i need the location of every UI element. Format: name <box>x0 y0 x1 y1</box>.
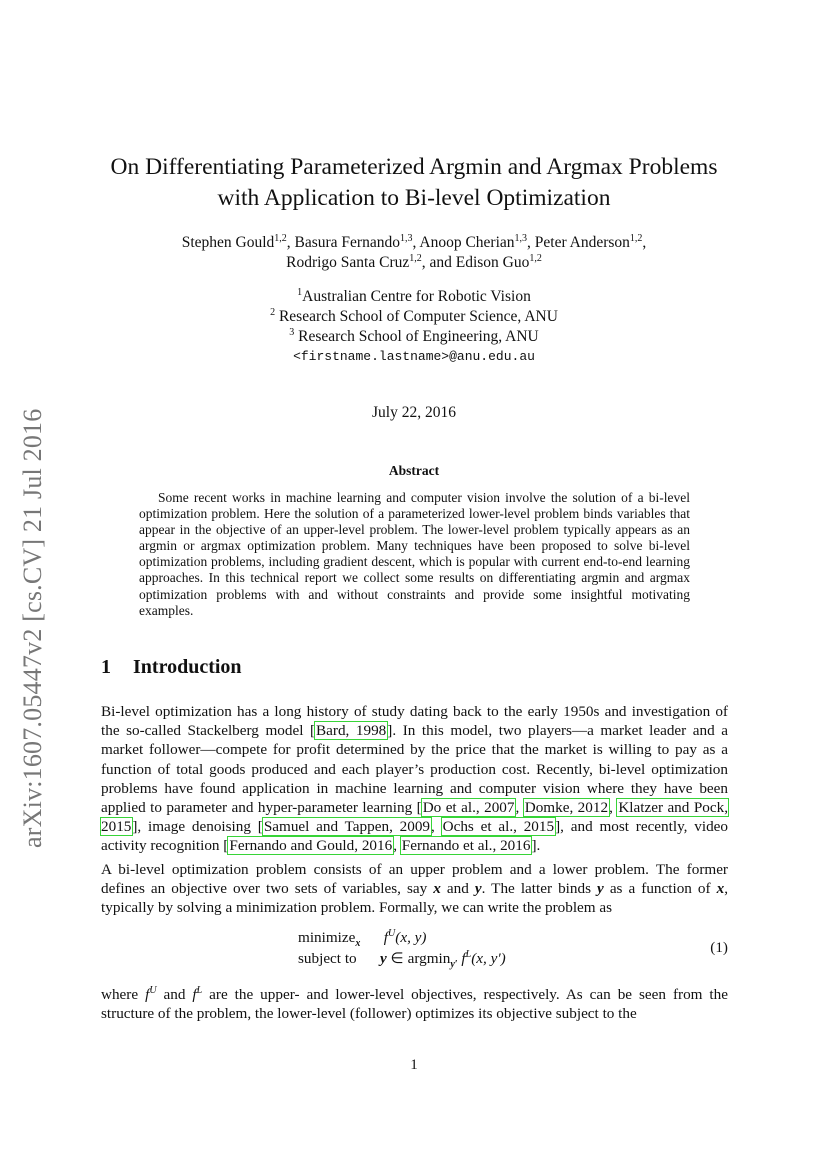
math-variable: x <box>716 880 725 898</box>
equation-superscript: U <box>388 927 396 939</box>
paper-title <box>96 152 732 214</box>
text-run: where <box>101 986 146 1003</box>
text-run: and <box>156 986 193 1003</box>
math-superscript: U <box>149 984 157 996</box>
text-run: . The latter binds <box>481 880 598 898</box>
title-line-1: On Differentiating Parameterized Argmin and Argmax Problems <box>110 154 718 180</box>
text-run: , <box>609 799 618 817</box>
math-variable: f <box>145 986 150 1003</box>
page-number: 1 <box>410 1057 418 1073</box>
math-variable: y <box>474 880 482 898</box>
citation-link[interactable]: Samuel and Tappen, 2009 <box>263 818 431 836</box>
text-run: , typically by solving a minimization problem. Formally, we can write the problem as <box>101 880 729 917</box>
author-line-2: Rodrigo Santa Cruz$^{1,2}$, and Edison Guo$^{1,2}$ <box>286 252 542 271</box>
abstract-text: Some recent works in machine learning and computer vision involve the solution of a bi-level optimization problem. Here the solution of a parameterized lower-level problem binds variables that appear in the objective of an upper-level problem. The lower-level problem typically appears as an argmin or argmax optimization problem. Many techniques have been proposed to solve bi-level optimization problems, including gradient descent, which is popular with current end-to-end learning approaches. In this technical report we collect some results on differentiating argmin and argmax optimization problems with and without constraints and provide some insightful motivating examples. <box>139 490 690 618</box>
author-list <box>96 233 732 273</box>
equation-function: f <box>457 950 466 967</box>
author-affil-marker: 1,2 <box>529 252 542 264</box>
equation-operator: ∈ argmin <box>386 950 451 967</box>
affiliation-line <box>96 307 732 327</box>
text-run: ], and most recently, video activity recognition [ <box>101 818 729 855</box>
equation-arguments: (x, y) <box>395 929 427 946</box>
author-affil-marker: 1,3 <box>514 232 528 244</box>
affil-marker: 3 <box>289 326 295 338</box>
author-name: Edison Guo <box>455 254 530 271</box>
author-line-1: Stephen Gould$^{1,2}$, Basura Fernando$^{1,3}$, Anoop Cherian$^{1,3}$, Peter Anderson$^{1,2}$, <box>181 232 647 251</box>
author-affil-marker: 1,2 <box>629 232 643 244</box>
text-run: , <box>515 799 524 817</box>
equation-row-objective <box>298 927 427 950</box>
math-variable: y <box>597 880 604 898</box>
title-line-2: with Application to Bi-level Optimization <box>217 185 611 211</box>
citation-link[interactable]: Klatzer and Pock, 2015 <box>101 799 728 836</box>
text-run: ]. <box>531 837 541 855</box>
equation-row-constraint <box>298 948 506 971</box>
affiliation-name: Research School of Engineering, ANU <box>298 328 539 345</box>
equation-arguments: (x, y′) <box>471 950 506 967</box>
section-title: Introduction <box>133 656 242 678</box>
text-run: Bi-level optimization has a long history of study dating back to the early 1950s and investigation of the so-called Stackelberg model [ <box>101 703 728 740</box>
citation-link[interactable]: Do et al., 2007 <box>422 799 515 817</box>
author-affil-marker: 1,2 <box>274 232 287 244</box>
author-affil-marker: 1,3 <box>399 232 413 244</box>
text-run: ], image denoising [ <box>132 818 263 836</box>
author-email: <firstname.lastname>@anu.edu.au <box>293 349 535 364</box>
equation-operator: subject to <box>298 950 357 967</box>
text-run: A bi-level optimization problem consists of an upper problem and a lower problem. The former defines an objective over two sets of variables, say <box>101 861 728 898</box>
intro-paragraph-1 <box>101 702 728 856</box>
arxiv-identifier[interactable]: arXiv:1607.05447v2 [cs.CV] 21 Jul 2016 <box>18 408 47 848</box>
equation-subscript: y′ <box>450 959 458 971</box>
math-superscript: L <box>196 984 203 996</box>
text-run: , <box>431 818 442 836</box>
author-name: Basura Fernando <box>294 234 400 251</box>
text-run: ]. In this model, two players—a market leader and a market follower—compete for profit determined by the price that the market is willing to pay as a function of total goods produced and each player’s production cost. Recently, bi-level optimization problems have found application in machine learning and computer vision where they have been applied to parameter and hyper-parameter learning [ <box>101 722 728 817</box>
affiliation-name: Australian Centre for Robotic Vision <box>302 288 531 305</box>
affiliation-name: Research School of Computer Science, ANU <box>278 308 558 325</box>
citation-link[interactable]: Domke, 2012 <box>524 799 609 817</box>
equation-1 <box>296 929 728 973</box>
text-run: , <box>393 837 401 855</box>
citation-link[interactable]: Fernando et al., 2016 <box>401 837 531 855</box>
intro-paragraph-2 <box>101 860 728 918</box>
text-run: and <box>440 880 475 898</box>
math-variable: x <box>433 880 441 898</box>
affiliation-line <box>96 287 732 307</box>
equation-operator: minimize <box>298 929 356 946</box>
intro-paragraph-3 <box>101 985 728 1023</box>
author-name: Anoop Cherian <box>419 234 515 251</box>
equation-function: f <box>383 929 389 946</box>
affiliation-line <box>96 327 732 347</box>
author-name: Rodrigo Santa Cruz <box>286 254 410 271</box>
section-heading <box>101 656 242 679</box>
citation-link[interactable]: Fernando and Gould, 2016 <box>229 837 393 855</box>
author-name: Peter Anderson <box>534 234 630 251</box>
equation-subscript: x <box>355 938 361 950</box>
equation-variable: y <box>380 950 387 967</box>
affil-marker: 1 <box>297 286 303 298</box>
section-number: 1 <box>101 656 111 678</box>
text-run: are the upper- and lower-level objectives, respectively. As can be seen from the structure of the problem, the lower-level (follower) optimizes its objective subject to the <box>101 986 728 1023</box>
author-name: Stephen Gould <box>181 234 275 251</box>
text-run: as a function of <box>603 880 717 898</box>
equation-number: (1) <box>710 939 728 956</box>
math-variable: f <box>192 986 197 1003</box>
affiliations <box>96 287 732 367</box>
paper-date: July 22, 2016 <box>372 404 456 421</box>
equation-superscript: L <box>465 948 472 960</box>
citation-link[interactable]: Bard, 1998 <box>316 722 387 740</box>
affil-marker: 2 <box>270 306 276 318</box>
citation-link[interactable]: Ochs et al., 2015 <box>442 818 555 836</box>
author-affil-marker: 1,2 <box>409 252 422 264</box>
abstract-heading: Abstract <box>388 463 440 478</box>
